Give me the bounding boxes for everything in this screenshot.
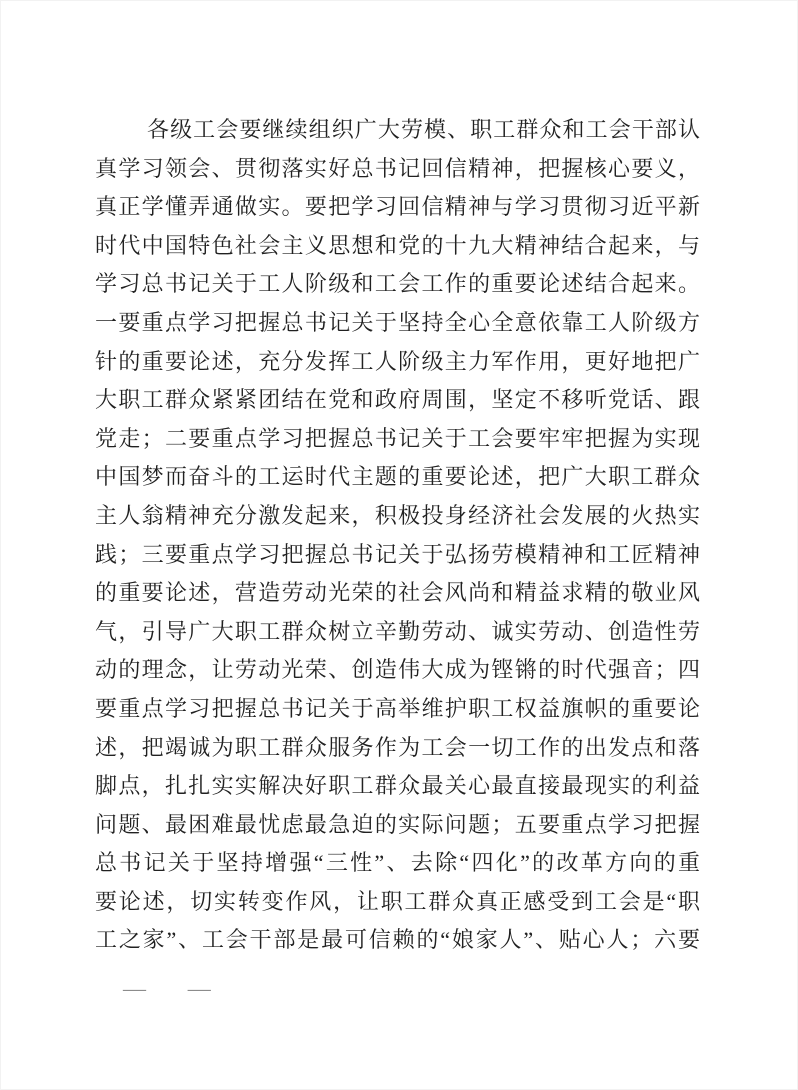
text-line: 一要重点学习把握总书记关于坚持全心全意依靠工人阶级方 (95, 309, 701, 335)
page-number-dash-right: — (187, 976, 211, 1001)
text-line: 针的重要论述，充分发挥工人阶级主力军作用，更好地把广 (95, 348, 701, 374)
text-line: 时代中国特色社会主义思想和党的十九大精神结合起来，与 (95, 232, 701, 258)
page-number-dash-left: — (123, 976, 146, 1001)
text-line: 大职工群众紧紧团结在党和政府周围，坚定不移听党话、跟 (95, 387, 701, 413)
text-line: 真正学懂弄通做实。要把学习回信精神与学习贯彻习近平新 (95, 194, 701, 220)
text-line: 问题、最困难最忧虑最急迫的实际问题；五要重点学习把握 (95, 811, 701, 837)
text-line: 述，把竭诚为职工群众服务作为工会一切工作的出发点和落 (95, 734, 701, 760)
text-line: 真学习领会、贯彻落实好总书记回信精神，把握核心要义， (95, 155, 701, 181)
text-line: 党走；二要重点学习把握总书记关于工会要牢牢把握为实现 (95, 425, 701, 451)
text-line: 气，引导广大职工群众树立辛勤劳动、诚实劳动、创造性劳 (95, 618, 701, 644)
body-text (95, 111, 701, 960)
text-line: 总书记关于坚持增强“三性”、去除“四化”的改革方向的重 (95, 850, 701, 876)
page-number-footer (123, 974, 211, 1004)
text-line: 践；三要重点学习把握总书记关于弘扬劳模精神和工匠精神 (95, 541, 701, 567)
text-line: 要重点学习把握总书记关于高举维护职工权益旗帜的重要论 (95, 695, 701, 721)
text-line: 动的理念，让劳动光荣、创造伟大成为铿锵的时代强音；四 (95, 657, 701, 683)
text-line: 的重要论述，营造劳动光荣的社会风尚和精益求精的敬业风 (95, 580, 701, 606)
text-line: 各级工会要继续组织广大劳模、职工群众和工会干部认 (147, 117, 701, 142)
text-line: 脚点，扎扎实实解决好职工群众最关心最直接最现实的利益 (95, 773, 701, 799)
text-line: 要论述，切实转变作风，让职工群众真正感受到工会是“职 (95, 888, 701, 914)
text-line: 工之家”、工会干部是最可信赖的“娘家人”、贴心人；六要 (95, 927, 701, 953)
text-line: 主人翁精神充分激发起来，积极投身经济社会发展的火热实 (95, 502, 701, 528)
text-line: 中国梦而奋斗的工运时代主题的重要论述，把广大职工群众 (95, 464, 701, 490)
text-line: 学习总书记关于工人阶级和工会工作的重要论述结合起来。 (95, 271, 701, 297)
